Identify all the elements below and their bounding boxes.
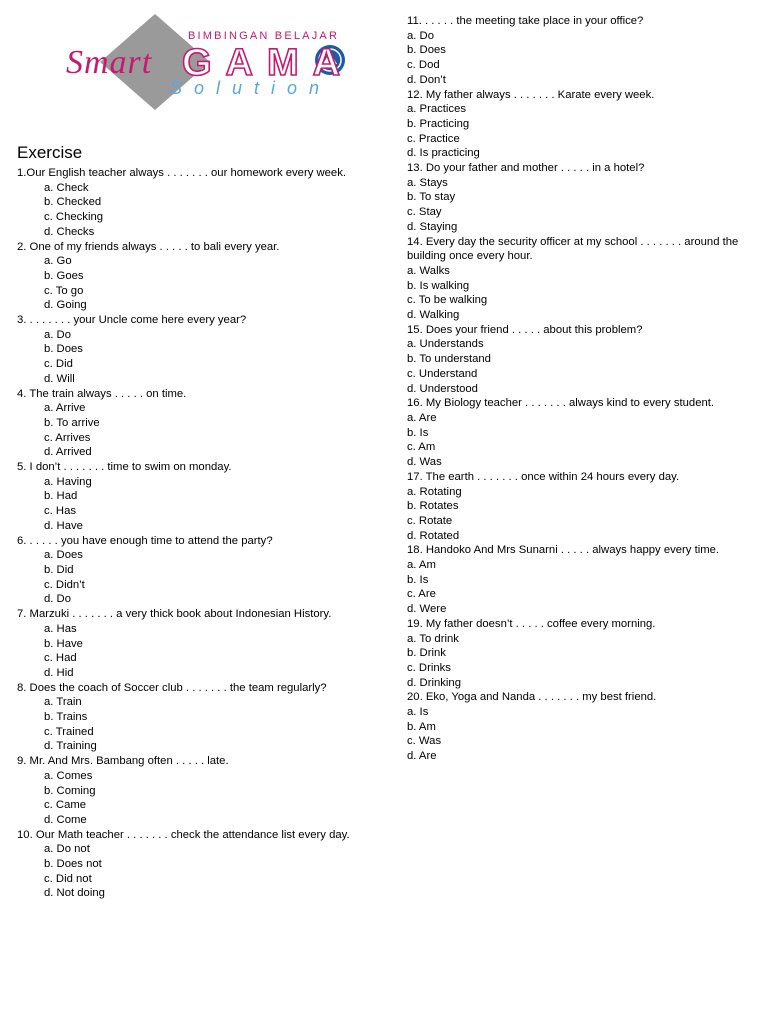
answer-option: a. Do xyxy=(407,29,435,42)
answer-option: a. Train xyxy=(44,696,82,709)
answer-option: a. Walks xyxy=(407,264,450,277)
question-text: 12. My father always . . . . . . . Karate every week. xyxy=(407,88,655,101)
question-text: 17. The earth . . . . . . . once within 24 hours every day. xyxy=(407,470,680,483)
question-text: 2. One of my friends always . . . . . to bali every year. xyxy=(17,240,280,253)
question-block xyxy=(407,617,752,691)
question-text: 8. Does the coach of Soccer club . . . . . . . the team regularly? xyxy=(17,681,327,694)
question-block xyxy=(17,240,367,314)
question-text: 20. Eko, Yoga and Nanda . . . . . . . my best friend. xyxy=(407,691,657,704)
answer-option: d. Checks xyxy=(44,225,95,238)
question-text: 3. . . . . . . . your Uncle come here every year? xyxy=(17,314,247,327)
logo xyxy=(60,14,380,114)
question-text: 18. Handoko And Mrs Sunarni . . . . . always happy every time. xyxy=(407,544,720,557)
answer-option: d. Understood xyxy=(407,382,478,395)
answer-option: a. Do not xyxy=(44,843,90,856)
logo-tagline: BIMBINGAN BELAJAR xyxy=(188,30,340,42)
question-block xyxy=(17,681,367,755)
answer-option: b. To arrive xyxy=(44,416,100,429)
questions-left-column xyxy=(17,166,367,901)
question-text: 13. Do your father and mother . . . . . in a hotel? xyxy=(407,162,645,175)
answer-option: b. Have xyxy=(44,637,83,650)
question-block xyxy=(17,828,367,902)
answer-option: b. Does xyxy=(407,44,446,57)
answer-option: a. To drink xyxy=(407,632,459,645)
answer-option: c. To be walking xyxy=(407,294,488,307)
question-text: 5. I don’t . . . . . . . time to swim on monday. xyxy=(17,461,232,474)
answer-option: d. Arrived xyxy=(44,446,92,459)
answer-option: b. Goes xyxy=(44,269,84,282)
answer-option: c. Had xyxy=(44,652,77,665)
answer-option: a. Go xyxy=(44,255,72,268)
question-text: 6. . . . . . you have enough time to attend the party? xyxy=(17,534,273,547)
question-block xyxy=(17,166,367,240)
answer-option: d. Don’t xyxy=(407,73,446,86)
question-text: 15. Does your friend . . . . . about this problem? xyxy=(407,323,643,336)
answer-option: d. Is practicing xyxy=(407,147,480,160)
answer-option: b. Am xyxy=(407,720,436,733)
answer-option: a. Stays xyxy=(407,176,448,189)
question-block xyxy=(17,387,367,461)
question-block xyxy=(17,754,367,828)
questions-right-column xyxy=(407,14,752,764)
answer-option: a. Rotating xyxy=(407,485,462,498)
question-text: 9. Mr. And Mrs. Bambang often . . . . . late. xyxy=(17,755,229,768)
answer-option: c. Was xyxy=(407,735,442,748)
answer-option: c. Practice xyxy=(407,132,460,145)
answer-option: a. Check xyxy=(44,181,89,194)
answer-option: a. Am xyxy=(407,559,436,572)
answer-option: a. Is xyxy=(407,706,429,719)
answer-option: a. Having xyxy=(44,475,92,488)
answer-option: d. Are xyxy=(407,750,437,763)
question-block xyxy=(407,396,752,470)
answer-option: a. Do xyxy=(44,328,72,341)
answer-option: b. Drink xyxy=(407,647,446,660)
page-title: Exercise xyxy=(17,143,83,162)
answer-option: c. Drinks xyxy=(407,661,451,674)
answer-option: a. Comes xyxy=(44,769,93,782)
answer-option: d. Walking xyxy=(407,309,460,322)
answer-option: d. Staying xyxy=(407,220,458,233)
answer-option: b. Did xyxy=(44,563,74,576)
question-block xyxy=(407,235,752,323)
answer-option: d. Rotated xyxy=(407,529,460,542)
answer-option: a. Has xyxy=(44,622,77,635)
answer-option: b. Does xyxy=(44,343,83,356)
question-text: 1.Our English teacher always . . . . . . . our homework every week. xyxy=(17,167,346,179)
answer-option: a. Understands xyxy=(407,338,484,351)
question-text: 7. Marzuki . . . . . . . a very thick book about Indonesian History. xyxy=(17,608,332,621)
answer-option: d. Drinking xyxy=(407,676,461,689)
question-block xyxy=(17,460,367,534)
answer-option: d. Have xyxy=(44,519,83,532)
answer-option: d. Were xyxy=(407,603,447,616)
answer-option: c. Didn’t xyxy=(44,578,85,591)
question-text: 11. . . . . . the meeting take place in your office? xyxy=(407,15,644,27)
answer-option: b. Is xyxy=(407,573,429,586)
question-block xyxy=(407,88,752,162)
answer-option: c. Am xyxy=(407,441,436,454)
answer-option: a. Does xyxy=(44,549,83,562)
answer-option: b. Trains xyxy=(44,711,88,724)
logo-solution: Solution xyxy=(170,78,332,98)
question-text: 10. Our Math teacher . . . . . . . check the attendance list every day. xyxy=(17,828,350,841)
answer-option: a. Arrive xyxy=(44,402,86,415)
answer-option: b. To understand xyxy=(407,353,491,366)
question-text: 19. My father doesn’t . . . . . coffee every morning. xyxy=(407,617,656,630)
answer-option: b. Practicing xyxy=(407,117,470,130)
question-text: 14. Every day the security officer at my school . . . . . . . around the building once every hour. xyxy=(407,235,739,263)
answer-option: b. Does not xyxy=(44,858,102,871)
answer-option: c. Understand xyxy=(407,367,478,380)
question-block xyxy=(17,534,367,608)
answer-option: d. Hid xyxy=(44,666,74,679)
answer-option: d. Was xyxy=(407,456,442,469)
answer-option: c. Arrives xyxy=(44,431,91,444)
answer-option: c. Stay xyxy=(407,206,442,219)
logo-smart: Smart xyxy=(66,44,153,81)
question-block xyxy=(407,543,752,617)
question-block xyxy=(407,470,752,544)
answer-option: b. Had xyxy=(44,490,78,503)
answer-option: c. Has xyxy=(44,505,77,518)
question-block xyxy=(407,161,752,235)
answer-option: a. Are xyxy=(407,411,437,424)
question-text: 16. My Biology teacher . . . . . . . always kind to every student. xyxy=(407,397,715,410)
logo-gama: GAMA xyxy=(182,42,355,84)
answer-option: d. Will xyxy=(44,372,75,385)
answer-option: d. Training xyxy=(44,740,97,753)
answer-option: d. Not doing xyxy=(44,887,105,900)
answer-option: b. Checked xyxy=(44,196,102,209)
answer-option: c. Rotate xyxy=(407,514,453,527)
answer-option: d. Going xyxy=(44,299,87,312)
answer-option: c. To go xyxy=(44,284,84,297)
answer-option: b. Is xyxy=(407,426,429,439)
answer-option: b. Coming xyxy=(44,784,96,797)
answer-option: c. Are xyxy=(407,588,436,601)
answer-option: c. Trained xyxy=(44,725,94,738)
answer-option: c. Came xyxy=(44,799,87,812)
question-block xyxy=(17,607,367,681)
answer-option: b. Is walking xyxy=(407,279,470,292)
question-block xyxy=(407,690,752,764)
question-text: 4. The train always . . . . . on time. xyxy=(17,387,187,400)
question-block xyxy=(407,14,752,88)
answer-option: d. Do xyxy=(44,593,72,606)
answer-option: c. Did xyxy=(44,358,73,371)
answer-option: c. Dod xyxy=(407,59,440,72)
answer-option: c. Checking xyxy=(44,211,104,224)
question-block xyxy=(407,323,752,397)
answer-option: d. Come xyxy=(44,813,87,826)
question-block xyxy=(17,313,367,387)
answer-option: b. To stay xyxy=(407,191,456,204)
answer-option: c. Did not xyxy=(44,872,92,885)
answer-option: b. Rotates xyxy=(407,500,459,513)
answer-option: a. Practices xyxy=(407,103,467,116)
